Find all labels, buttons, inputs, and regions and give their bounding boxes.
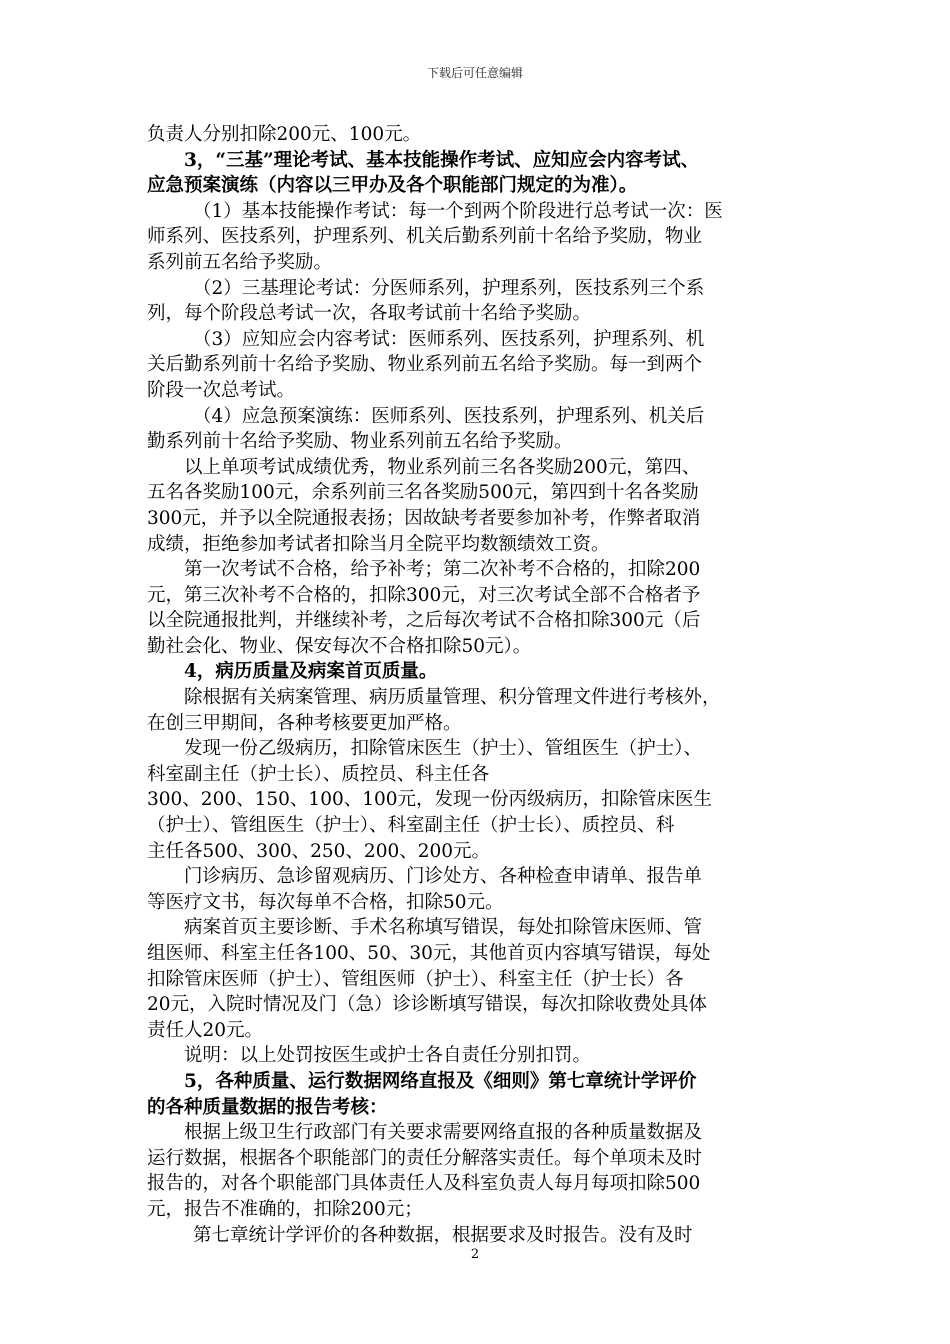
text-line: 报告的，对各个职能部门具体责任人及科室负责人每月每项扣除500	[147, 1173, 701, 1195]
text-line: 组医师、科室主任各100、50、30元，其他首页内容填写错误，每处	[147, 943, 711, 964]
text-line: （3）应知应会内容考试：医师系列、医技系列，护理系列、机	[193, 328, 705, 350]
page-header-note: 下载后可任意编辑	[426, 66, 523, 80]
text-line: 扣除管床医师（护士）、管组医师（护士）、科室主任（护士长）各	[147, 968, 684, 990]
text-line: 负责人分别扣除200元、100元。	[147, 124, 422, 145]
text-line: 以上单项考试成绩优秀，物业系列前三名各奖励200元，第四、	[184, 456, 701, 478]
text-line: （1）基本技能操作考试：每一个到两个阶段进行总考试一次：医	[193, 200, 723, 222]
page-number: 2	[470, 1247, 480, 1262]
text-line: 300元，并予以全院通报表扬；因故缺考者要参加补考，作弊者取消	[147, 507, 701, 529]
text-line: 发现一份乙级病历，扣除管床医生（护士）、管组医生（护士）、	[184, 738, 703, 760]
text-line: 五名各奖励100元，余系列前三名各奖励500元，第四到十名各奖励	[147, 482, 699, 504]
text-line: 列，每个阶段总考试一次，各取考试前十名给予奖励。	[147, 303, 592, 325]
text-line: 勤系列前十名给予奖励、物业系列前五名给予奖励。	[147, 431, 573, 453]
text-line: 根据上级卫生行政部门有关要求需要网络直报的各种质量数据及	[184, 1122, 703, 1144]
text-line: 在创三甲期间，各种考核要更加严格。	[147, 712, 462, 734]
section-heading-3-cont: 应急预案演练（内容以三甲办及各个职能部门规定的为准）。	[147, 175, 638, 197]
text-line: 300、200、150、100、100元，发现一份丙级病历，扣除管床医生	[147, 789, 713, 811]
text-line: 责任人20元。	[147, 1019, 264, 1041]
text-line: 运行数据，根据各个职能部门的责任分解落实责任。每个单项未及时	[147, 1147, 703, 1169]
section-heading-4: 4，病历质量及病案首页质量。	[184, 661, 438, 683]
text-line: 第一次考试不合格，给予补考；第二次补考不合格的，扣除200	[184, 559, 701, 581]
text-line: 成绩，拒绝参加考试者扣除当月全院平均数额绩效工资。	[147, 533, 610, 555]
text-line: 元，报告不准确的，扣除200元；	[147, 1198, 423, 1220]
text-line: 等医疗文书，每次每单不合格，扣除50元。	[147, 891, 504, 913]
section-heading-5: 5，各种质量、运行数据网络直报及《细则》第七章统计学评价	[184, 1070, 697, 1092]
text-line: 勤社会化、物业、保安每次不合格扣除50元）。	[147, 635, 532, 657]
section-heading-5-cont: 的各种质量数据的报告考核：	[147, 1096, 388, 1118]
text-line: 病案首页主要诊断、手术名称填写错误，每处扣除管床医师、管	[184, 917, 703, 939]
text-line: 说明：以上处罚按医生或护士各自责任分别扣罚。	[184, 1045, 592, 1067]
text-line: （4）应急预案演练：医师系列、医技系列，护理系列、机关后	[193, 405, 705, 427]
text-line: 以全院通报批判，并继续补考，之后每次考试不合格扣除300元（后	[147, 610, 701, 632]
document-body	[147, 122, 827, 1248]
text-line: 科室副主任（护士长）、质控员、科主任各	[147, 763, 490, 785]
text-line: 阶段一次总考试。	[147, 379, 296, 401]
text-line: 除根据有关病案管理、病历质量管理、积分管理文件进行考核外，	[184, 687, 721, 709]
section-heading-3: 3，“三基”理论考试、基本技能操作考试、应知应会内容考试、	[184, 149, 700, 171]
text-line: （2）三基理论考试：分医师系列，护理系列，医技系列三个系	[193, 277, 705, 299]
text-line: 师系列、医技系列，护理系列、机关后勤系列前十名给予奖励，物业	[147, 226, 703, 248]
text-line: 第七章统计学评价的各种数据，根据要求及时报告。没有及时	[193, 1224, 693, 1246]
text-line: 20元，入院时情况及门（急）诊诊断填写错误，每次扣除收费处具体	[147, 994, 708, 1016]
text-line: 系列前五名给予奖励。	[147, 251, 333, 273]
text-line: （护士）、管组医生（护士）、科室副主任（护士长）、质控员、科	[147, 815, 675, 837]
text-line: 主任各500、300、250、200、200元。	[147, 840, 491, 862]
text-line: 元，第三次补考不合格的，扣除300元，对三次考试全部不合格者予	[147, 584, 701, 606]
text-line: 门诊病历、急诊留观病历、门诊处方、各种检查申请单、报告单	[184, 866, 703, 888]
text-line: 关后勤系列前十名给予奖励、物业系列前五名给予奖励。每一到两个	[147, 354, 703, 376]
